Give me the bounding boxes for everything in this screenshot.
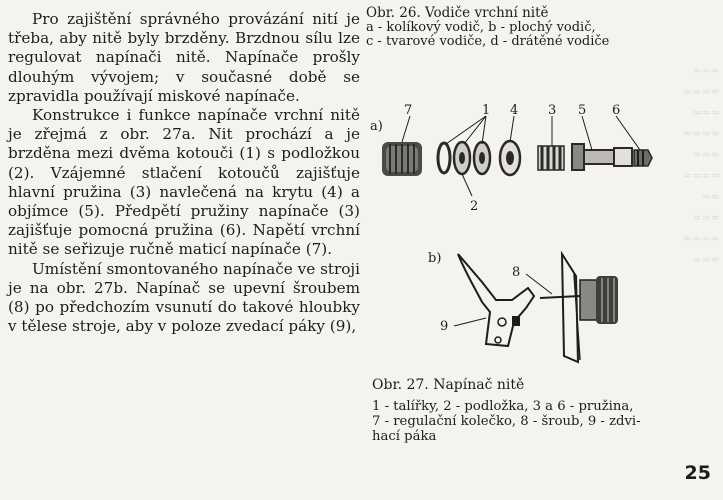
- label-2: 2: [470, 199, 479, 214]
- label-8: 8: [512, 265, 521, 280]
- sleeve-5: [572, 144, 632, 170]
- figure-27-line-1: 1 - talířky, 2 - podložka, 3 a 6 - pružina,: [372, 399, 634, 414]
- label-1: 1: [482, 104, 491, 118]
- page-number: 25: [684, 462, 711, 484]
- tensioner-illustration: [366, 104, 716, 374]
- label-6: 6: [612, 104, 621, 118]
- figure-26-line-2: c - tvarové vodiče, d - drátěné vodiče: [366, 34, 610, 49]
- figure-27-line-3: hací páka: [372, 429, 437, 444]
- paragraph-thread-tension: Pro zajištění správného provázání nití je třeba, aby nitě byly brzděny. Brzdnou sílu lze regulovat napínači nitě. Napínače prošly dlouhým vývojem; v současné době se zpravidla používají miskové napínače.: [8, 10, 360, 105]
- bleed-through-text: ≈≈≈ ≈≈≈≈ ≈≈≈ ≈≈≈≈ ≈≈≈ ≈≈≈≈ ≈≈ ≈≈≈ ≈≈≈≈ ≈≈≈: [683, 64, 720, 266]
- mounted-tensioner: [540, 276, 618, 324]
- figure-27-title: Obr. 27. Napínač nitě: [372, 377, 525, 393]
- label-5: 5: [578, 104, 587, 118]
- tension-discs-1: [438, 142, 490, 174]
- label-7: 7: [404, 104, 413, 118]
- figure-27-part-a-label: a): [370, 119, 383, 134]
- paragraph-tensioner-construction: Konstrukce i funkce napínače vrchní nitě je zřejmá z obr. 27a. Nit prochází a je brzděna mezi dvěma kotouči (1) s podložkou (2). Vzájemné stlačení kotoučů zajišťuje hlavní pružina (3) navlečená na krytu (4) a objímce (5). Předpětí pružiny napínače (3) zajišťuje pomocná pružina (6). Napětí vrchní nitě se seřizuje ručně maticí napínače (7).: [8, 106, 360, 259]
- machine-body-plate: [562, 254, 580, 362]
- main-spring-3: [538, 146, 564, 170]
- paragraph-tensioner-placement: Umístění smontovaného napínače ve stroji je na obr. 27b. Napínač se upevní šroubem (8) po předchozím vsunutí do takové hloubky v tělese stroje, aby v poloze zvedací páky (9),: [8, 259, 360, 336]
- lift-lever-9: [458, 254, 534, 346]
- regulating-nut-7: [382, 142, 422, 176]
- label-9: 9: [440, 319, 449, 334]
- figure-27-tensioner-drawing: [366, 104, 716, 374]
- auxiliary-spring-6: [634, 150, 652, 166]
- body-text-column: [8, 10, 360, 336]
- figure-27-part-b-label: b): [428, 251, 442, 266]
- label-4: 4: [510, 104, 519, 118]
- figure-26-caption: [366, 6, 716, 50]
- cover-4: [500, 141, 520, 175]
- figure-26-line-1: a - kolíkový vodič, b - plochý vodič,: [366, 19, 596, 35]
- figure-27-caption: [372, 378, 712, 444]
- label-3: 3: [548, 104, 557, 118]
- figure-27-line-2: 7 - regulační kolečko, 8 - šroub, 9 - zdvi-: [372, 414, 641, 429]
- figure-26-title: Obr. 26. Vodiče vrchní nitě: [366, 5, 549, 21]
